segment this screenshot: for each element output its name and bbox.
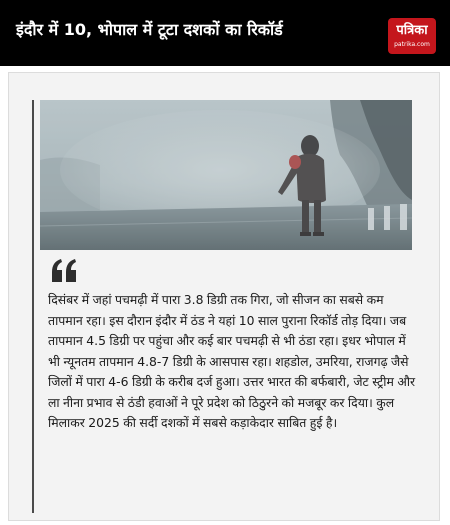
quote-open-icon <box>50 256 80 286</box>
foggy-street-photo <box>40 100 412 250</box>
logo-wordmark: पत्रिका <box>396 23 428 38</box>
headline: इंदौर में 10, भोपाल में टूटा दशकों का रिकॉर्ड <box>16 20 283 39</box>
quote-rule <box>32 100 34 513</box>
article-body: दिसंबर में जहां पचमढ़ी में पारा 3.8 डिग्री तक गिरा, जो सीजन का सबसे कम तापमान रहा। इस दौरान इंदौर में ठंड ने यहां 10 साल पुराना रिकॉर्ड तोड़ दिया। जब तापमान 4.5 डिग्री पर पहुंचा और कई बार पचमढ़ी से भी ठंडा रहा। इधर भोपाल में भी न्यूनतम तापमान 4.8-7 डिग्री के आसपास रहा। शहडोल, उमरिया, राजगढ़ जैसे जिलों में पारा 4-6 डिग्री के करीब दर्ज हुआ। उत्तर भारत की बर्फबारी, जेट स्ट्रीम और ला नीना प्रभाव से ठंडी हवाओं ने पूरे प्रदेश को ठिठुरने को मजबूर कर दिया। कुल मिलाकर 2025 की सर्दी दशकों में सबसे कड़ाकेदार साबित हुई है। <box>48 292 416 430</box>
logo-domain: patrika.com <box>394 41 430 48</box>
header-bar <box>0 0 450 66</box>
patrika-logo[interactable] <box>388 18 436 54</box>
